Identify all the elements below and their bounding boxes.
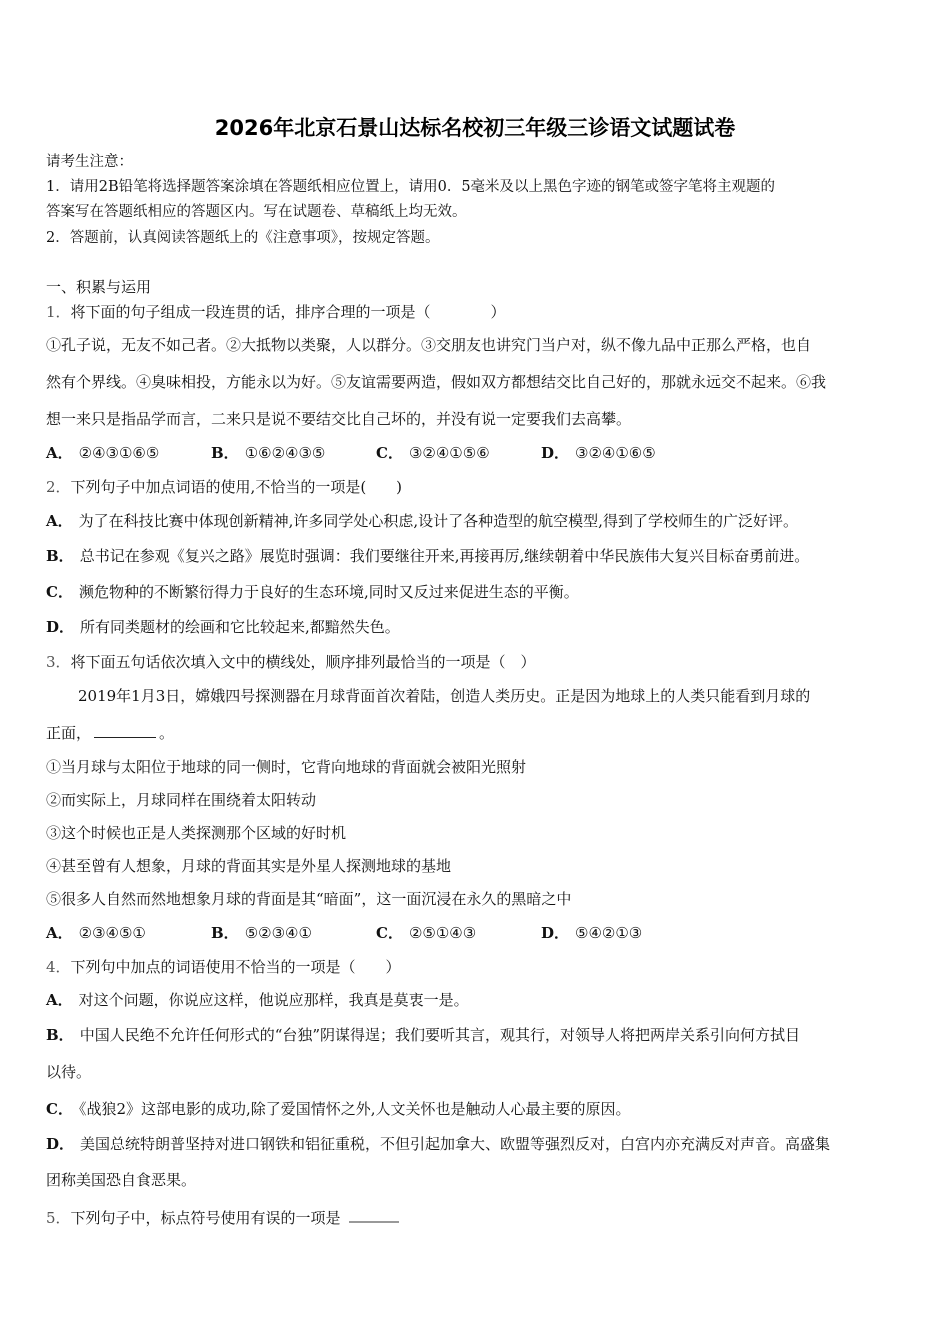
notice-item-1-line-1: 1．请用2B铅笔将选择题答案涂填在答题纸相应位置上，请用0．5毫米及以上黑色字迹的钢笔或签字笔将主观题的 (46, 179, 776, 195)
question-number: 1． (46, 303, 71, 321)
question-1-passage-line-1: ①孔子说，无友不如己者。②大抵物以类聚，人以群分。③交朋友也讲究门当户对，纵不像九品中正那么严格，也自 (46, 336, 812, 354)
question-3-sentence-2: ②而实际上，月球同样在围绕着太阳转动 (46, 791, 317, 809)
question-4-option-d[interactable]: D． 美国总统特朗普坚持对进口钢铁和铝征重税，不但引起加拿大、欧盟等强烈反对，白宫内亦充满反对声音。高盛集 (46, 1135, 831, 1153)
question-3-options (46, 923, 642, 943)
question-2-option-d[interactable]: D． 所有同类题材的绘画和它比较起来,都黯然失色。 (46, 618, 400, 636)
question-number: 4． (46, 958, 71, 976)
option-b[interactable]: B． ①⑥②④③⑤ (211, 444, 326, 462)
question-3-sentence-1: ①当月球与太阳位于地球的同一侧时，它背向地球的背面就会被阳光照射 (46, 758, 527, 776)
section-heading: 一、积累与运用 (46, 278, 152, 296)
question-1-passage-line-2: 然有个界线。④臭味相投，方能永以为好。⑤友谊需要两造，假如双方都想结交比自己好的，那就永远交不起来。⑥我 (46, 373, 827, 391)
answer-blank[interactable] (349, 1207, 399, 1223)
question-3-sentence-5: ⑤很多人自然而然地想象月球的背面是其“暗面”，这一面沉浸在永久的黑暗之中 (46, 890, 572, 908)
question-3-sentence-3: ③这个时候也正是人类探测那个区域的好时机 (46, 824, 347, 842)
question-2-option-b[interactable]: B． 总书记在参观《复兴之路》展览时强调：我们要继往开来,再接再厉,继续朝着中华民族伟大复兴目标奋勇前进。 (46, 547, 810, 565)
question-2-option-a[interactable]: A． 为了在科技比赛中体现创新精神,许多同学处心积虑,设计了各种造型的航空模型,得到了学校师生的广泛好评。 (46, 512, 798, 530)
option-c[interactable]: C． ②⑤①④③ (376, 924, 477, 942)
question-1-passage-line-3: 想一来只是指品学而言，二来只是说不要结交比自己坏的，并没有说一定要我们去高攀。 (46, 410, 632, 428)
question-stem-text: 将下面的句子组成一段连贯的话，排序合理的一项是（ ） (70, 303, 506, 321)
question-stem-text: 将下面五句话依次填入文中的横线处，顺序排列最恰当的一项是（ ） (70, 653, 536, 671)
question-stem-text: 下列句子中加点词语的使用,不恰当的一项是( ) (70, 478, 403, 496)
option-a[interactable]: A． ②④③①⑥⑤ (46, 444, 160, 462)
question-1-stem (46, 302, 506, 322)
fill-in-blank[interactable] (94, 723, 156, 738)
question-5-stem (46, 1207, 399, 1228)
question-4-stem (46, 957, 401, 977)
question-stem-text: 下列句中加点的词语使用不恰当的一项是（ ） (70, 958, 401, 976)
notice-item-1-line-2: 答案写在答题纸相应的答题区内。写在试题卷、草稿纸上均无效。 (46, 204, 467, 220)
question-4-option-a[interactable]: A． 对这个问题，你说应这样，他说应那样，我真是莫衷一是。 (46, 991, 469, 1009)
question-2-option-c[interactable]: C． 濒危物种的不断繁衍得力于良好的生态环境,同时又反过来促进生态的平衡。 (46, 583, 579, 601)
question-number: 5． (46, 1209, 71, 1227)
question-3-passage-line-2: 正面， 。 (46, 724, 175, 742)
question-number: 3． (46, 653, 71, 671)
option-a[interactable]: A． ②③④⑤① (46, 924, 146, 942)
question-1-options (46, 443, 656, 463)
question-4-option-d-continued: 团称美国恐自食恶果。 (46, 1171, 197, 1189)
option-c[interactable]: C． ③②④①⑤⑥ (376, 444, 490, 462)
question-3-stem (46, 652, 536, 672)
question-number: 2． (46, 478, 71, 496)
option-b[interactable]: B． ⑤②③④① (211, 924, 312, 942)
question-4-option-b-continued: 以待。 (46, 1063, 92, 1081)
question-stem-text: 下列句子中，标点符号使用有误的一项是 (70, 1209, 341, 1227)
option-d[interactable]: D． ③②④①⑥⑤ (541, 444, 656, 462)
question-4-option-c[interactable]: C． 《战狼2》这部电影的成功,除了爱国情怀之外,人文关怀也是触动人心最主要的原因。 (46, 1100, 631, 1118)
question-3-sentence-4: ④甚至曾有人想象，月球的背面其实是外星人探测地球的基地 (46, 857, 452, 875)
notice-heading: 请考生注意： (46, 154, 133, 170)
question-4-option-b[interactable]: B． 中国人民绝不允许任何形式的“台独”阴谋得逞；我们要听其言，观其行，对领导人将把两岸关系引向何方拭目 (46, 1026, 801, 1044)
question-2-stem (46, 477, 402, 497)
document-title: 2026年北京石景山达标名校初三年级三诊语文试题试卷 (214, 116, 736, 140)
question-3-passage-line-1: 2019年1月3日，嫦娥四号探测器在月球背面首次着陆，创造人类历史。正是因为地球上的人类只能看到月球的 (78, 687, 811, 705)
option-d[interactable]: D． ⑤④②①③ (541, 924, 643, 942)
notice-item-2: 2．答题前，认真阅读答题纸上的《注意事项》，按规定答题。 (46, 230, 440, 246)
